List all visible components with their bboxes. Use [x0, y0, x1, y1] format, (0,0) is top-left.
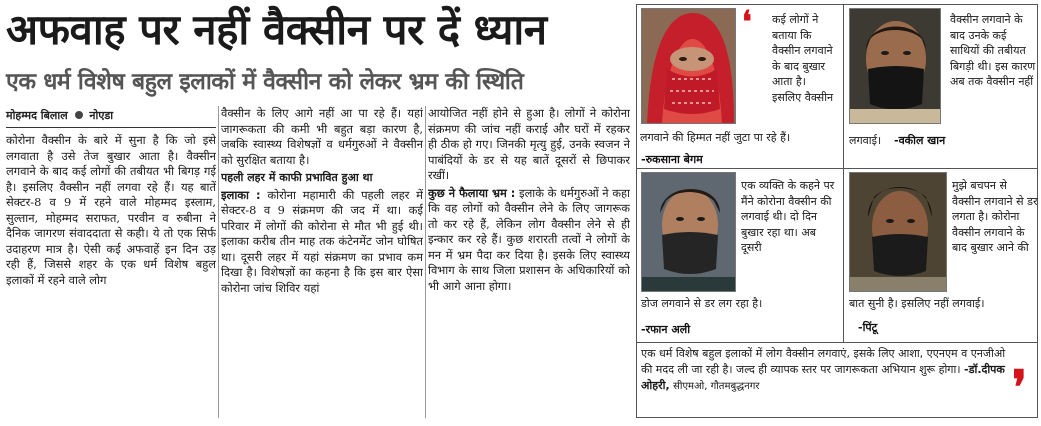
- official-quote-text: एक धर्म विशेष बहुल इलाकों में लोग वैक्सीन लगवाएं, इसके लिए आशा, एएनएम व एनजीओ की मदद ली जा रही है। जल्द ही व्यापक स्तर पर जागरूकता अभियान शुरू होगा।: [641, 347, 1006, 376]
- quotes-divider: [636, 342, 1038, 343]
- byline-dot: [75, 111, 83, 119]
- quote-text-continued: बात सुनी है। इसलिए नहीं लगवाई।: [849, 297, 985, 310]
- quote-name: -पिंटू: [858, 321, 878, 334]
- portrait-photo: [642, 9, 736, 124]
- byline-author: मोहम्मद बिलाल: [6, 109, 68, 122]
- column-divider: [425, 106, 426, 418]
- quote-name: -वकील खान: [894, 134, 946, 147]
- portrait-photo: [850, 9, 941, 124]
- article-column-1: [6, 133, 216, 423]
- byline-location: नोएडा: [89, 109, 114, 122]
- quote-mark-icon: ❛: [742, 5, 752, 40]
- photo-man-black-mask: [849, 8, 941, 124]
- portrait-photo: [850, 173, 947, 292]
- quotes-divider: [636, 168, 1038, 169]
- quote-text: वैक्सीन लगवाने के बाद उनके कई साथियों की तबीयत बिगड़ी थी। इस कारण अब तक वैक्सीन नहीं: [950, 13, 1036, 89]
- column-divider: [218, 106, 219, 418]
- article-paragraph: [221, 188, 423, 297]
- byline-rule: [6, 127, 216, 128]
- official-quote: [641, 346, 1013, 395]
- article-column-3: [428, 106, 630, 424]
- quote-name: -रुकसाना बेगम: [641, 153, 703, 166]
- subheadline: एक धर्म विशेष बहुल इलाकों में वैक्सीन को लेकर भ्रम की स्थिति: [6, 69, 524, 95]
- official-quote-role: सीएमओ, गौतमबुद्धनगर: [673, 381, 760, 392]
- portrait-photo: [642, 173, 736, 292]
- article-paragraph: वैक्सीन के लिए आगे नहीं आ पा रहे हैं। यहां जागरूकता की कमी भी बहुत बड़ा कारण है, जबकि स्वास्थ्य विशेषज्ञों व धर्मगुरुओं ने वैक्सीन को सुरक्षित बताया है।: [221, 106, 423, 167]
- official-quote-name: -डॉ.दीपक ओहरी,: [641, 363, 1005, 392]
- quote-text-continued: लगवाई।: [849, 134, 882, 147]
- article-lead: कुछ ने फैलाया भ्रम :: [428, 185, 516, 200]
- quote-text-continued: लगवाने की हिम्मत नहीं जुटा पा रहे हैं।: [640, 131, 791, 144]
- quote-text: मुझे बचपन से वैक्सीन लगवाने से डर लगता है। कोरोना वैक्सीन लगवाने के बाद बुखार आने की: [952, 179, 1038, 255]
- quote-text-continued: डोज लगवाने से डर लग रहा है।: [641, 297, 763, 310]
- quote-text: कई लोगों ने बताया कि वैक्सीन लगवाने के बाद बुखार आता है। इसलिए वैक्सीन: [772, 13, 834, 104]
- article-subheading: पहली लहर में काफी प्रभावित हुआ था: [221, 171, 373, 184]
- quotes-divider: [843, 4, 844, 342]
- article-text: इलाके के धर्मगुरुओं ने कहा कि वह लोगों को वैक्सीन लेने के लिए जागरूक तो कर रहे हैं, लेकिन लोग वैक्सीन लेने से ही इन्कार कर रहे हैं। कुछ शरारती तत्वों ने लोगों के मन में भ्रम पैदा कर दिया है। इसके लिए स्वास्थ्य विभाग के साथ जिला प्रशासन के अधिकारियों को भी आगे आना होगा।: [428, 185, 630, 293]
- photo-young-man-mask: [849, 172, 947, 292]
- article-paragraph: [428, 186, 630, 295]
- article-text: कोरोना महामारी की पहली लहर में सेक्टर-8 व 9 संक्रमण की जद में था। कई परिवार में लोगों की कोरोना से मौत भी हुई थी। इलाका करीब तीन माह तक कंटेनमेंट जोन घोषित था। दूसरी लहर में यहां संक्रमण का प्रभाव कम दिखा है। विशेषज्ञों का कहना है कि इस बार ऐसा कोरोना जांच शिविर यहां: [221, 187, 423, 295]
- quote-text: एक व्यक्ति के कहने पर मैंने कोरोना वैक्सीन की लगवाई थी। दो दिन बुखार रहा था। अब दूसरी: [741, 179, 835, 255]
- photo-man-mask: [641, 172, 736, 292]
- byline: [6, 108, 216, 123]
- article-paragraph: कोरोना वैक्सीन के बारे में सुना है कि जो इसे लगवाता है उसे तेज बुखार आता है। वैक्सीन लगवाने के बाद कई लोगों की तबीयत भी बिगड़ गई है। इसलिए वैक्सीन नहीं लगवा रहे हैं। यह बातें सेक्टर-8 व 9 में रहने वाले मोहम्मद इस्लाम, सुल्तान, मोहम्मद सराफत, परवीन व रुबीना ने दैनिक जागरण संवाददाता से कही। ये तो एक सिर्फ उदाहरण मात्र है। ऐसी कई अफवाहें इन दिन उड़ रही हैं, जिससे शहर के एक धर्म विशेष बहुल इलाकों में रहने वाले लोग: [6, 133, 216, 287]
- photo-woman-red-scarf: [641, 8, 736, 124]
- article-lead: इलाका :: [221, 187, 261, 202]
- article-column-2: [221, 106, 423, 424]
- headline: अफवाह पर नहीं वैक्सीन पर दें ध्यान: [6, 5, 547, 54]
- quote-name: -रफान अली: [641, 323, 691, 336]
- article-paragraph: आयोजित नहीं होने से हुआ है। लोगों ने कोरोना संक्रमण की जांच नहीं कराई और घरों में रहकर ही ठीक हो गए। जिनकी मृत्यु हुई, उनके स्वजन ने पाबंदियों के डर से यह बातें दूसरों से छिपाकर रखीं।: [428, 106, 630, 182]
- quote-close-icon: ❜: [1012, 360, 1027, 414]
